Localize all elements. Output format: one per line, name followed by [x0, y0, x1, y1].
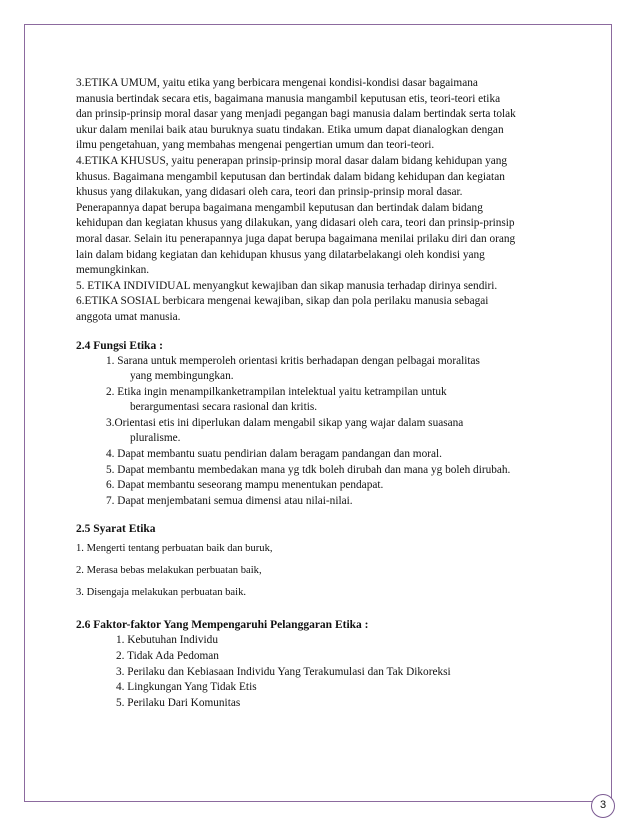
faktor-list — [76, 633, 576, 711]
syarat-section — [76, 521, 576, 601]
text-line: moral dasar. Selain itu penerapannya juga dapat berupa bagaimana menilai prilaku diri dan orang — [76, 232, 516, 245]
list-item: 6. Dapat membantu seseorang mampu menentukan pendapat. — [106, 479, 384, 492]
text-line: 5. ETIKA INDIVIDUAL menyangkut kewajiban dan sikap manusia terhadap dirinya sendiri. — [76, 279, 498, 292]
list-item: 7. Dapat menjembatani semua dimensi atau nilai-nilai. — [106, 494, 353, 507]
list-item: 1. Mengerti tentang perbuatan baik dan buruk, — [76, 543, 273, 555]
text-line: ukur dalam menilai baik atau buruknya suatu tindakan. Etika umum dapat dianalogkan dengan — [76, 123, 504, 136]
list-item: 3.Orientasi etis ini diperlukan dalam mengabil sikap yang wajar dalam suasana pluralisme. — [106, 416, 464, 445]
text-line: 6.ETIKA SOSIAL berbicara mengenai kewajiban, sikap dan pola perilaku manusia sebagai — [76, 295, 489, 308]
text-line: 4.ETIKA KHUSUS, yaitu penerapan prinsip-prinsip moral dasar dalam bidang kehidupan yang — [76, 154, 508, 167]
faktor-heading: 2.6 Faktor-faktor Yang Mempengaruhi Pelanggaran Etika : — [76, 619, 369, 632]
list-item: 4. Dapat membantu suatu pendirian dalam beragam pandangan dan moral. — [106, 448, 442, 461]
text-line: dan prinsip-prinsip moral dasar yang menjadi pegangan bagi manusia dalam bertindak serta tolak — [76, 108, 516, 121]
list-item: 1. Sarana untuk memperoleh orientasi kritis berhadapan dengan pelbagai moralitas yang membingungkan. — [106, 354, 480, 383]
list-item: 4. Lingkungan Yang Tidak Etis — [116, 681, 257, 694]
text-line: khusus. Bagaimana mengambil keputusan dan bertindak dalam bidang kehidupan dan kegiatan — [76, 170, 505, 183]
text-line: Penerapannya dapat berupa bagaimana mengambil keputusan dan bertindak dalam bidang — [76, 201, 483, 214]
text-line: manusia bertindak secara etis, bagaimana manusia mangambil keputusan etis, teori-teori etika — [76, 92, 501, 105]
text-line: ilmu pengetahuan, yang membahas mengenai pengertian umum dan teori-teori. — [76, 139, 435, 152]
list-item: 2. Tidak Ada Pedoman — [116, 650, 219, 663]
text-line: memungkinkan. — [76, 264, 150, 277]
list-item: 5. Perilaku Dari Komunitas — [116, 696, 241, 709]
text-line: 3.ETIKA UMUM, yaitu etika yang berbicara mengenai kondisi-kondisi dasar bagaimana — [76, 77, 478, 89]
list-item: 2. Merasa bebas melakukan perbuatan baik, — [76, 565, 262, 577]
list-item: 3. Disengaja melakukan perbuatan baik. — [76, 587, 247, 599]
text-line: kehidupan dan kegiatan khusus yang dilakukan, yang didasari oleh cara, teori dan prinsip-prinsip — [76, 217, 515, 230]
fungsi-heading: 2.4 Fungsi Etika : — [76, 339, 163, 352]
page-number: 3 — [591, 794, 615, 818]
list-item: 2. Etika ingin menampilkanketrampilan intelektual yaitu ketrampilan untuk berargumentasi secara rasional dan kritis. — [106, 385, 447, 414]
document-body — [76, 76, 576, 711]
text-line: anggota umat manusia. — [76, 310, 181, 323]
text-line: lain dalam bidang kegiatan dan kehidupan khusus yang dilatarbelakangi oleh kondisi yang — [76, 248, 485, 261]
list-item: 1. Kebutuhan Individu — [116, 634, 218, 647]
intro-section — [76, 76, 576, 326]
fungsi-list — [76, 354, 576, 510]
syarat-heading: 2.5 Syarat Etika — [76, 523, 156, 536]
list-item: 5. Dapat membantu membedakan mana yg tdk boleh dirubah dan mana yg boleh dirubah. — [106, 463, 511, 476]
list-item: 3. Perilaku dan Kebiasaan Individu Yang Terakumulasi dan Tak Dikoreksi — [116, 665, 451, 678]
text-line: khusus yang dilakukan, yang didasari oleh cara, teori dan prinsip-prinsip moral dasar. — [76, 186, 463, 199]
